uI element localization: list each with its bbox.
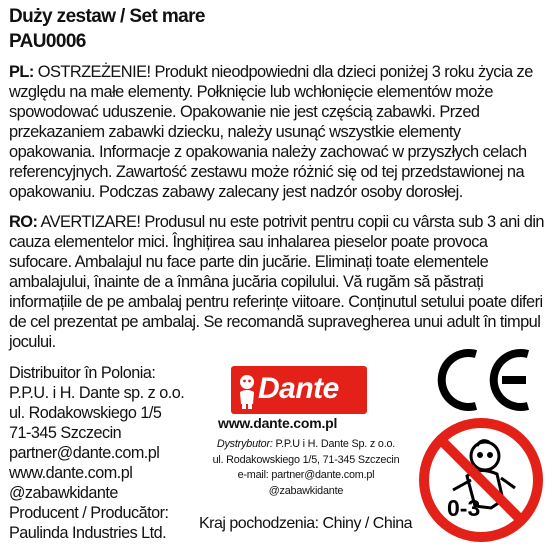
product-title: Duży zestaw / Set mare	[9, 6, 205, 27]
dante-mascot-icon	[236, 372, 258, 410]
brand-distributor	[196, 437, 416, 499]
brand-website: www.dante.com.pl	[218, 415, 338, 431]
age-warning-label: 0-3	[447, 495, 481, 521]
distributor-heading: Distribuitor în Polonia:	[9, 364, 156, 382]
warning-ro	[9, 212, 549, 352]
brand-distributor-address: ul. Rodakowskiego 1/5, 71-345 Szczecin	[212, 453, 400, 466]
warning-pl-prefix: PL:	[9, 63, 34, 81]
age-warning-icon	[417, 416, 545, 544]
distributor-block	[9, 363, 184, 503]
producer-block	[9, 503, 168, 543]
brand-distributor-line1	[196, 437, 416, 453]
distributor-company: P.P.U. i H. Dante sp. z o.o.	[9, 384, 185, 402]
brand-distributor-company: P.P.U i H. Dante Sp. z o.o.	[272, 438, 396, 450]
distributor-city: 71-345 Szczecin	[9, 424, 122, 442]
warning-pl	[9, 62, 549, 202]
producer-heading: Producent / Producător:	[9, 504, 169, 522]
warning-pl-text: OSTRZEŻENIE! Produkt nieodpowiedni dla dzieci poniżej 3 roku życia ze względu na małe elementy. Połknięcie lub wchłonięcie elementów może spowodować uduszenie. Opakowanie nie jest częścią zabawki. Przed przekazaniem zabawki dziecku, należy usunąć wszystkie elementy opakowania. Informacje z opakowania należy zachować w przyszłych celach referencyjnych. Zawartość zestawu może różnić się od tej przedstawionej na opakowaniu. Podczas zabawy zalecany jest nadzór osoby dorosłej.	[9, 63, 533, 201]
warning-ro-prefix: RO:	[9, 213, 38, 231]
distributor-email: partner@dante.com.pl	[9, 444, 160, 462]
ce-mark-icon	[428, 346, 540, 414]
dante-logo-text: Dante	[258, 372, 339, 405]
country-of-origin: Kraj pochodzenia: Chiny / China	[199, 515, 413, 532]
distributor-street: ul. Rodakowskiego 1/5	[9, 404, 162, 422]
brand-distributor-email: e-mail: partner@dante.com.pl	[237, 469, 375, 481]
product-code: PAU0006	[9, 31, 86, 52]
warning-ro-text: AVERTIZARE! Produsul nu este potrivit pentru copii cu vârsta sub 3 ani din cauza elementelor mici. Înghițirea sau inhalarea pieselor poate provoca sufocare. Ambalajul nu face parte din jucărie. Eliminați toate elementele ambalajului, înainte de a înmâna jucăria copilului. Vă rugăm să păstrați informațiile de pe ambalaj pentru referințe viitoare. Conținutul setului poate diferi de cel prezentat pe ambalaj. Se recomandă supravegherea unui adult în timpul jocului.	[9, 213, 545, 351]
distributor-social: @zabawkidante	[9, 484, 118, 502]
producer-name: Paulinda Industries Ltd.	[9, 524, 167, 542]
distributor-website: www.dante.com.pl	[9, 464, 133, 482]
brand-distributor-label: Dystrybutor:	[216, 438, 273, 450]
brand-distributor-social: @zabawkidante	[268, 484, 344, 497]
